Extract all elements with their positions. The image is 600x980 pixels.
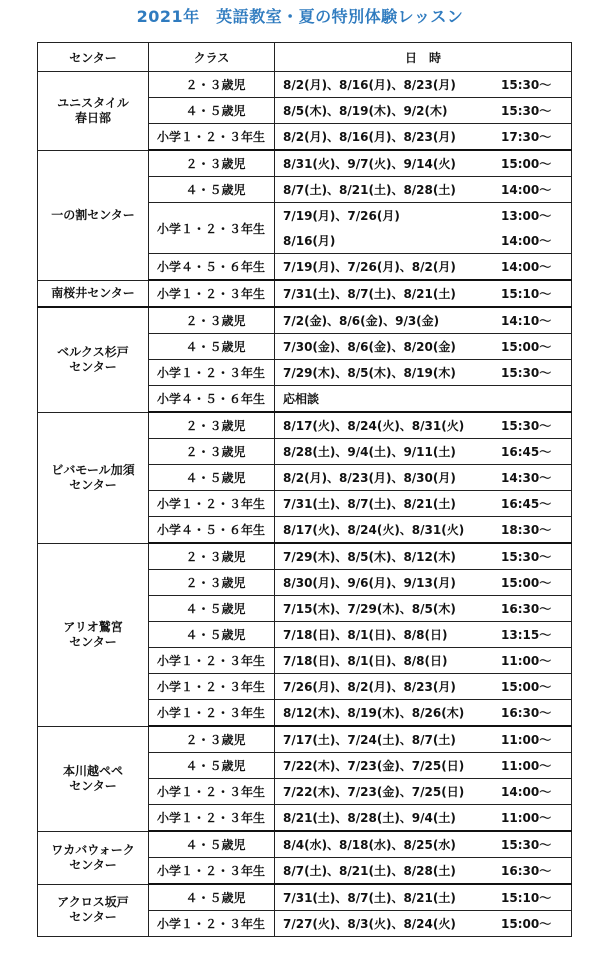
datetime-cell — [275, 228, 572, 254]
dates: 8/21(土)、8/28(土)、9/4(土) — [283, 811, 456, 825]
datetime-cell — [275, 726, 572, 753]
dates: 8/16(月) — [283, 234, 336, 248]
dates: 応相談 — [283, 392, 320, 406]
datetime-cell — [275, 700, 572, 727]
datetime-cell — [275, 858, 572, 885]
dates: 8/7(土)、8/21(土)、8/28(土) — [283, 183, 456, 197]
datetime-cell — [275, 805, 572, 832]
time: 11:00～ — [501, 759, 552, 773]
dates: 8/2(月)、8/16(月)、8/23(月) — [283, 130, 456, 144]
class-cell: 小学４・５・６年生 — [149, 386, 275, 413]
dates: 7/29(木)、8/5(木)、8/12(木) — [283, 550, 456, 564]
class-cell: ２・３歳児 — [149, 150, 275, 177]
time: 17:30～ — [501, 130, 552, 144]
header-center: センター — [38, 43, 149, 72]
datetime-cell — [275, 543, 572, 570]
time: 16:30～ — [501, 864, 552, 878]
datetime-cell — [275, 884, 572, 911]
time: 16:45～ — [501, 445, 552, 459]
class-cell: 小学１・２・３年生 — [149, 674, 275, 700]
class-cell: 小学１・２・３年生 — [149, 805, 275, 832]
datetime-cell — [275, 280, 572, 307]
schedule-table — [37, 42, 572, 937]
class-cell: ４・５歳児 — [149, 334, 275, 360]
dates: 7/18(日)、8/1(日)、8/8(日) — [283, 654, 448, 668]
class-cell: ４・５歳児 — [149, 884, 275, 911]
center-name: アクロス坂戸 センター — [38, 884, 149, 937]
dates: 7/31(土)、8/7(土)、8/21(土) — [283, 287, 456, 301]
dates: 7/2(金)、8/6(金)、9/3(金) — [283, 314, 440, 328]
class-cell: 小学１・２・３年生 — [149, 124, 275, 151]
time: 13:15～ — [501, 628, 552, 642]
datetime-cell — [275, 911, 572, 937]
dates: 7/26(月)、8/2(月)、8/23(月) — [283, 680, 456, 694]
time: 15:30～ — [501, 838, 552, 852]
dates: 8/12(木)、8/19(木)、8/26(木) — [283, 706, 465, 720]
dates: 7/17(土)、7/24(土)、8/7(土) — [283, 733, 456, 747]
dates: 7/27(火)、8/3(火)、8/24(火) — [283, 917, 456, 931]
table-row — [38, 280, 572, 307]
datetime-cell — [275, 596, 572, 622]
dates: 8/7(土)、8/21(土)、8/28(土) — [283, 864, 456, 878]
datetime-cell — [275, 360, 572, 386]
datetime-cell — [275, 674, 572, 700]
center-name: ビバモール加須 センター — [38, 412, 149, 543]
time: 16:30～ — [501, 706, 552, 720]
dates: 8/28(土)、9/4(土)、9/11(土) — [283, 445, 456, 459]
class-cell: 小学１・２・３年生 — [149, 858, 275, 885]
datetime-cell — [275, 517, 572, 544]
dates: 7/19(月)、7/26(月) — [283, 209, 400, 223]
time: 14:00～ — [501, 234, 552, 248]
class-cell: 小学１・２・３年生 — [149, 779, 275, 805]
datetime-cell — [275, 779, 572, 805]
dates: 7/18(日)、8/1(日)、8/8(日) — [283, 628, 448, 642]
time: 15:30～ — [501, 104, 552, 118]
datetime-cell — [275, 72, 572, 98]
time: 15:10～ — [501, 891, 552, 905]
time: 14:00～ — [501, 785, 552, 799]
time: 15:00～ — [501, 576, 552, 590]
time: 18:30～ — [501, 523, 552, 537]
table-row — [38, 543, 572, 570]
class-cell: 小学４・５・６年生 — [149, 254, 275, 281]
dates: 8/2(月)、8/23(月)、8/30(月) — [283, 471, 456, 485]
dates: 8/2(月)、8/16(月)、8/23(月) — [283, 78, 456, 92]
table-row — [38, 72, 572, 98]
datetime-cell — [275, 254, 572, 281]
datetime-cell — [275, 465, 572, 491]
time: 11:00～ — [501, 654, 552, 668]
class-cell: 小学１・２・３年生 — [149, 911, 275, 937]
dates: 7/22(木)、7/23(金)、7/25(日) — [283, 785, 465, 799]
center-name: 南桜井センター — [38, 280, 149, 307]
datetime-cell — [275, 648, 572, 674]
datetime-cell — [275, 334, 572, 360]
schedule-body — [38, 72, 572, 937]
time: 14:00～ — [501, 183, 552, 197]
datetime-cell — [275, 124, 572, 151]
time: 11:00～ — [501, 811, 552, 825]
time: 16:45～ — [501, 497, 552, 511]
center-name: ユニスタイル 春日部 — [38, 72, 149, 151]
datetime-cell — [275, 203, 572, 229]
time: 15:10～ — [501, 287, 552, 301]
dates: 8/31(火)、9/7(火)、9/14(火) — [283, 157, 456, 171]
center-name: ワカバウォーク センター — [38, 831, 149, 884]
class-cell: ２・３歳児 — [149, 412, 275, 439]
table-row — [38, 726, 572, 753]
class-cell: 小学４・５・６年生 — [149, 517, 275, 544]
class-cell: ４・５歳児 — [149, 596, 275, 622]
dates: 8/17(火)、8/24(火)、8/31(火) — [283, 523, 465, 537]
class-cell: ２・３歳児 — [149, 307, 275, 334]
class-cell: ２・３歳児 — [149, 439, 275, 465]
time: 15:30～ — [501, 550, 552, 564]
time: 14:00～ — [501, 260, 552, 274]
datetime-cell — [275, 177, 572, 203]
table-row — [38, 831, 572, 858]
time: 15:30～ — [501, 419, 552, 433]
class-cell: ４・５歳児 — [149, 177, 275, 203]
table-row — [38, 412, 572, 439]
center-name: 一の割センター — [38, 150, 149, 280]
table-row — [38, 150, 572, 177]
datetime-cell — [275, 307, 572, 334]
time: 15:00～ — [501, 157, 552, 171]
class-cell: 小学１・２・３年生 — [149, 280, 275, 307]
dates: 7/19(月)、7/26(月)、8/2(月) — [283, 260, 456, 274]
time: 13:00～ — [501, 209, 552, 223]
dates: 7/31(土)、8/7(土)、8/21(土) — [283, 497, 456, 511]
datetime-cell — [275, 831, 572, 858]
datetime-cell — [275, 439, 572, 465]
class-cell: ４・５歳児 — [149, 831, 275, 858]
dates: 7/29(木)、8/5(木)、8/19(木) — [283, 366, 456, 380]
class-cell: ４・５歳児 — [149, 465, 275, 491]
table-row — [38, 307, 572, 334]
time: 15:00～ — [501, 680, 552, 694]
time: 14:30～ — [501, 471, 552, 485]
time: 15:30～ — [501, 366, 552, 380]
datetime-cell — [275, 98, 572, 124]
datetime-cell — [275, 412, 572, 439]
time: 15:00～ — [501, 340, 552, 354]
datetime-cell — [275, 150, 572, 177]
class-cell: 小学１・２・３年生 — [149, 491, 275, 517]
class-cell: ２・３歳児 — [149, 570, 275, 596]
class-cell: 小学１・２・３年生 — [149, 203, 275, 254]
dates: 7/15(木)、7/29(木)、8/5(木) — [283, 602, 456, 616]
time: 11:00～ — [501, 733, 552, 747]
datetime-cell — [275, 570, 572, 596]
class-cell: ４・５歳児 — [149, 98, 275, 124]
center-name: 本川越ペペ センター — [38, 726, 149, 831]
datetime-cell — [275, 386, 572, 413]
table-row — [38, 884, 572, 911]
class-cell: ２・３歳児 — [149, 726, 275, 753]
center-name: ベルクス杉戸 センター — [38, 307, 149, 412]
class-cell: 小学１・２・３年生 — [149, 648, 275, 674]
header-class: クラス — [149, 43, 275, 72]
dates: 8/30(月)、9/6(月)、9/13(月) — [283, 576, 456, 590]
header-datetime: 日 時 — [275, 43, 572, 72]
class-cell: ２・３歳児 — [149, 543, 275, 570]
dates: 7/31(土)、8/7(土)、8/21(土) — [283, 891, 456, 905]
dates: 8/17(火)、8/24(火)、8/31(火) — [283, 419, 465, 433]
class-cell: ４・５歳児 — [149, 753, 275, 779]
class-cell: 小学１・２・３年生 — [149, 360, 275, 386]
time: 15:30～ — [501, 78, 552, 92]
datetime-cell — [275, 622, 572, 648]
center-name: アリオ鷲宮 センター — [38, 543, 149, 726]
page-title: 2021年 英語教室・夏の特別体験レッスン — [136, 7, 464, 26]
dates: 7/30(金)、8/6(金)、8/20(金) — [283, 340, 456, 354]
time: 14:10～ — [501, 314, 552, 328]
datetime-cell — [275, 753, 572, 779]
time: 15:00～ — [501, 917, 552, 931]
class-cell: ４・５歳児 — [149, 622, 275, 648]
time: 16:30～ — [501, 602, 552, 616]
class-cell: ２・３歳児 — [149, 72, 275, 98]
datetime-cell — [275, 491, 572, 517]
class-cell: 小学１・２・３年生 — [149, 700, 275, 727]
dates: 7/22(木)、7/23(金)、7/25(日) — [283, 759, 465, 773]
dates: 8/4(水)、8/18(水)、8/25(水) — [283, 838, 456, 852]
dates: 8/5(木)、8/19(木)、9/2(木) — [283, 104, 448, 118]
